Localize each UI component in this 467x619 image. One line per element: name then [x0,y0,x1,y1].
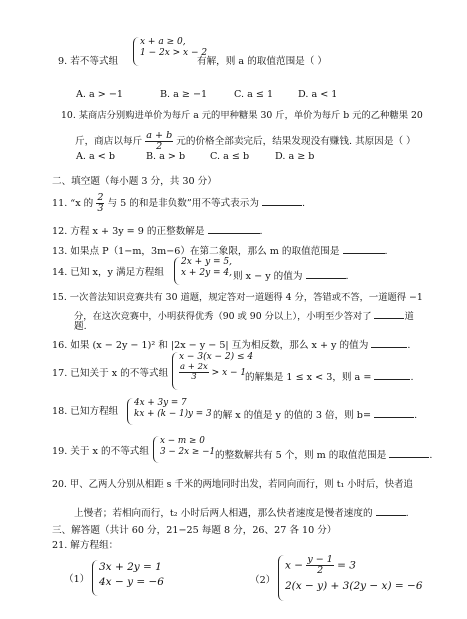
q10-option-a: A. a < b [76,151,116,162]
q18-answer-blank[interactable] [374,407,414,418]
q19-sys-line-2: 3 − 2x ≥ −1 [160,446,216,457]
q9-option-c: C. a ≤ 1 [234,89,274,100]
q19-post [215,447,432,461]
q16-pre: 16. 如果 (x − 2y − 1)² 和 |2x − y − 5| 互为相反数，那么 x + y 的值为 [52,340,369,351]
q18-post-text: 的解 x 的值是 y 的值的 3 倍，则 b= [213,410,371,421]
q9-option-b: B. a ≥ −1 [160,89,208,100]
q21-p2-frac-den: 2 [317,564,324,576]
q19-answer-blank[interactable] [389,447,429,458]
q10-line-2-post: 元的价格全部卖完后，结果发现没有赚钱. 其原因是（ ） [176,136,416,148]
q10-option-c: C. a ≤ b [210,151,250,162]
q9-suffix: 有解，则 a 的取值范围是（ ） [197,56,327,67]
q11-answer-blank[interactable] [262,195,302,206]
q20-answer-blank[interactable] [376,505,406,516]
q12-pre: 12. 方程 x + 3y = 9 的正整数解是 [52,226,205,237]
q21-part-2-label: （2） [250,575,276,586]
q11-end: . [301,198,306,210]
q21-p1-line-1: 3x + 2y = 1 [99,561,162,573]
q9-option-d: D. a < 1 [298,89,338,100]
q17-answer-blank[interactable] [374,369,410,380]
q17-post [245,369,414,383]
q21-p2-line-1-pre: x − [285,559,304,572]
q21-part-1-system [92,560,164,596]
q15-line-3: 题. [74,321,87,332]
q11 [52,193,305,214]
q18-sys-line-1: 4x + 3y = 7 [134,398,187,408]
q9-prefix: 9. 若不等式组 [58,56,119,67]
q17-frac-den: 3 [191,372,197,383]
q21-p2-line-1-post: = 3 [337,559,356,572]
q20-end: . [405,508,409,519]
q16 [52,337,410,351]
q12 [52,223,263,237]
q14-pre: 14. 已知 x，y 满足方程组 [52,267,164,278]
q21-title: 21. 解方程组： [52,540,119,551]
q17-frac-num: a + 2x [180,362,208,373]
q10-option-d: D. a ≥ b [275,151,315,162]
q10-line-1: 10. 某商店分别购进单价为每斤 a 元的甲种糖果 30 斤，单价为每斤 b 元的乙种糖果 20 [61,110,423,121]
q15-line-2 [74,308,414,321]
q17-post-text: 的解集是 1 ≤ x < 3，则 a = [245,372,372,383]
q9-sys-line-2: 1 − 2x > x − 2 [140,48,208,59]
q17-inequality-system [172,352,253,390]
q16-answer-blank[interactable] [371,337,407,348]
q13-answer-blank[interactable] [343,243,385,254]
q14-end: . [345,271,349,282]
q10-line-2 [75,131,416,152]
q20-line-1: 20. 甲、乙两人分别从相距 s 千米的两地同时出发，若同向而行，则 t₁ 小时后，快者追 [52,479,413,490]
q9-option-a: A. a > −1 [76,89,124,100]
q19-end: . [429,450,433,461]
q15-line-2-pre: 分，在这次竞赛中，小明获得优秀（90 或 90 分以上），小明至少答对了 [74,311,372,322]
q21-p1-line-2: 4x − y = −6 [99,576,164,589]
q14-sys-line-1: 2x + y = 5, [181,257,232,267]
q18-equation-system [127,398,212,425]
q14-sys-line-2: x + 2y = 4, [181,268,232,279]
q17-fraction [179,363,209,382]
q13 [52,243,388,257]
q14-post [233,268,349,282]
q19-post-text: 的整数解共有 5 个，则 m 的取值范围是 [215,450,387,461]
q15-line-1: 15. 一次普法知识竞赛共有 30 道题，规定答对一道题得 4 分，答错或不答，一道题得 −1 [52,292,423,303]
q11-pre: 11. “x 的 [52,198,94,210]
q21-part-1-label: （1） [64,574,90,585]
q13-end: . [384,246,388,257]
q20-line-2-text: 上慢者；若相向而行，t₂ 小时后两人相遇，那么快者速度是慢者速度的 [74,508,373,519]
q11-post: 与 5 的和是非负数”用不等式表示为 [107,198,259,210]
q18-sys-line-2: kx + (k − 1)y = 3 [134,408,212,419]
q10-frac-den: 2 [156,141,163,153]
section-2-heading: 二、填空题（每小题 3 分，共 30 分） [52,176,217,187]
q21-p2-line-1 [285,555,423,576]
q18-pre: 18. 已知方程组 [52,406,119,417]
q17-sys-line-2-post: > x − 1 [211,368,247,379]
q14-equation-system [174,257,232,285]
q17-sys-line-2 [179,363,253,382]
q18-end: . [414,410,418,421]
q9-inequality-system [133,37,207,66]
q9-sys-line-1: x + a ≥ 0, [140,37,186,47]
q20-line-2 [74,505,409,519]
q21-p2-fraction [306,555,333,576]
q11-frac-num: 2 [97,192,104,203]
q19-inequality-system [153,436,215,463]
q14-answer-blank[interactable] [306,268,346,279]
q12-end: . [259,226,263,237]
q11-fraction [96,193,104,214]
q10-fraction [145,131,173,152]
q15-answer-blank[interactable] [374,308,404,319]
q21-p2-frac-num: y − 1 [307,554,333,565]
q17-sys-line-1: x − 3(x − 2) ≤ 4 [179,352,254,362]
q10-option-b: B. a > b [146,151,186,162]
q17-end: . [410,372,414,383]
q18-post [213,407,417,421]
q15-line-2-end: 道 [404,311,414,322]
section-3-heading: 三、解答题（共计 60 分，21−25 每题 8 分，26、27 各 10 分） [52,525,337,536]
q11-frac-den: 3 [97,203,104,215]
q10-frac-num: a + b [146,130,173,141]
q16-end: . [407,340,411,351]
q12-answer-blank[interactable] [208,223,260,234]
q19-sys-line-1: x − m ≥ 0 [160,436,205,446]
q13-pre: 13. 如果点 P（1−m，3m−6）在第二象限，那么 m 的取值范围是 [52,246,340,257]
q14-post-text: 则 x − y 的值为 [233,271,303,282]
q21-p2-line-2: 2(x − y) + 3(2y − x) = −6 [285,579,423,592]
q21-part-2-system [278,555,423,601]
q19-pre: 19. 关于 x 的不等式组 [52,446,149,457]
q10-line-2-pre: 斤，商店以每斤 [75,136,143,148]
q17-pre: 17. 已知关于 x 的不等式组 [52,368,169,379]
